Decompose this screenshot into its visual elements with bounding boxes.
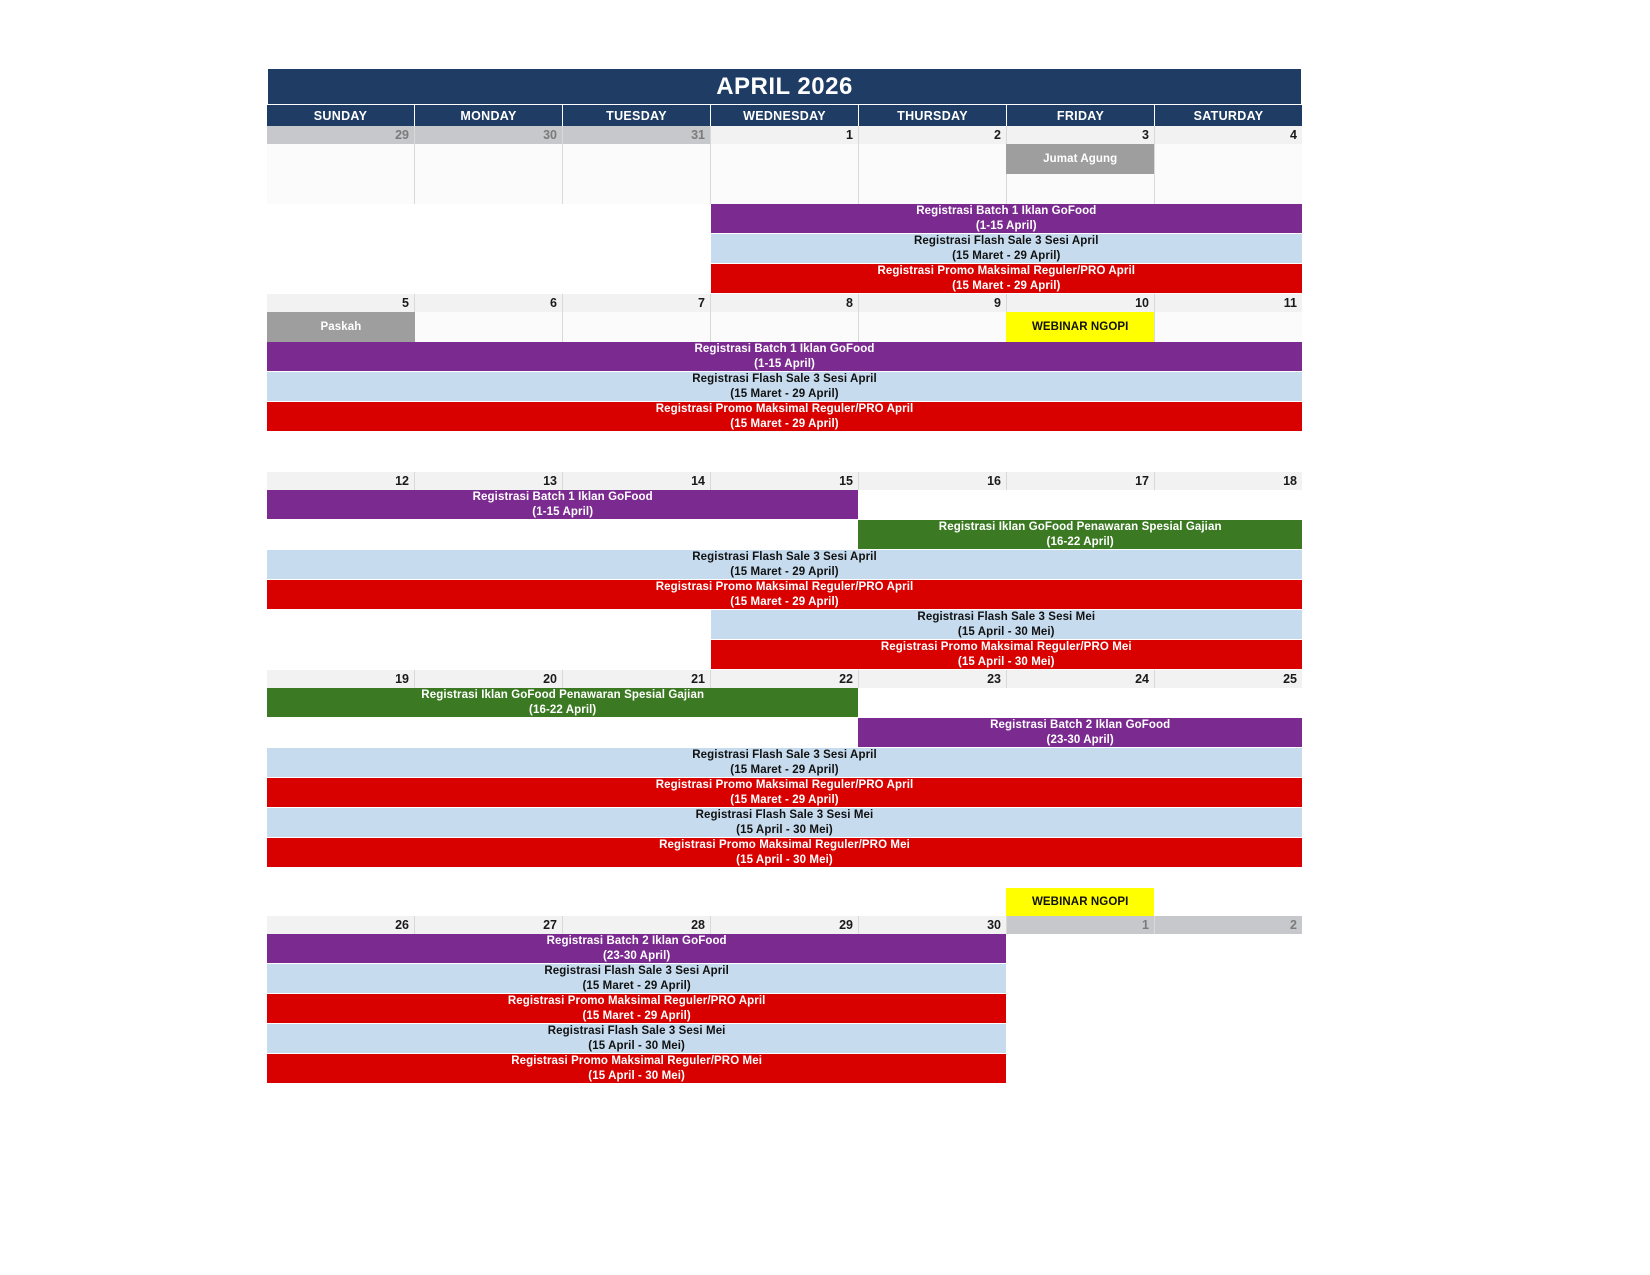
event-row <box>267 342 1302 371</box>
event-daterange: (15 Maret - 29 April) <box>730 417 839 430</box>
event-title: Registrasi Batch 2 Iklan GoFood <box>546 935 727 948</box>
event-spacer <box>267 610 711 639</box>
event-title: Registrasi Batch 2 Iklan GoFood <box>990 719 1171 732</box>
spacer <box>267 874 1302 888</box>
day-number-row <box>267 294 1302 312</box>
event-daterange: (15 Maret - 29 April) <box>730 387 839 400</box>
day-number-row <box>267 670 1302 688</box>
event-daterange: (23-30 April) <box>1046 733 1114 746</box>
day-number-15[interactable]: 15 <box>711 472 859 490</box>
event-spacer <box>267 718 858 747</box>
event-row <box>267 580 1302 609</box>
event-daterange: (15 April - 30 Mei) <box>736 853 833 866</box>
event-spacer <box>267 234 711 263</box>
event-title: WEBINAR NGOPI <box>1031 895 1129 908</box>
event-row <box>267 234 1302 263</box>
event-row <box>267 1054 1302 1083</box>
event-jumat-agung[interactable] <box>1006 144 1154 174</box>
event-row <box>267 838 1302 867</box>
day-number-28[interactable]: 28 <box>563 916 711 934</box>
event-banner[interactable] <box>267 964 1006 993</box>
event-row <box>267 934 1302 963</box>
event-banner[interactable] <box>267 934 1006 963</box>
day-number-14[interactable]: 14 <box>563 472 711 490</box>
event-spacer <box>267 204 711 233</box>
weekday-header-tuesday: TUESDAY <box>562 105 710 126</box>
day-number-26[interactable]: 26 <box>267 916 415 934</box>
day-number-22[interactable]: 22 <box>711 670 859 688</box>
day-number-1[interactable]: 1 <box>1007 916 1155 934</box>
day-number-row <box>267 126 1302 144</box>
day-number-4[interactable]: 4 <box>1155 126 1302 144</box>
event-row <box>267 1024 1302 1053</box>
event-daterange: (15 April - 30 Mei) <box>957 625 1055 638</box>
day-number-21[interactable]: 21 <box>563 670 711 688</box>
event-title: Registrasi Flash Sale 3 Sesi April <box>544 965 729 978</box>
event-banner[interactable] <box>711 610 1302 639</box>
day-number-29[interactable]: 29 <box>711 916 859 934</box>
event-title: Registrasi Flash Sale 3 Sesi April <box>692 749 877 762</box>
event-title: Jumat Agung <box>1043 152 1118 165</box>
event-row <box>267 264 1302 293</box>
event-title: Registrasi Flash Sale 3 Sesi Mei <box>547 1025 726 1038</box>
event-row <box>267 994 1302 1023</box>
event-spacer <box>267 144 1006 174</box>
day-number-30[interactable]: 30 <box>859 916 1007 934</box>
event-row <box>267 688 1302 717</box>
day-number-18[interactable]: 18 <box>1155 472 1302 490</box>
event-daterange: (15 Maret - 29 April) <box>730 763 839 776</box>
day-number-20[interactable]: 20 <box>415 670 563 688</box>
event-row <box>267 372 1302 401</box>
event-banner[interactable] <box>858 520 1302 549</box>
event-row <box>267 888 1302 916</box>
event-title: WEBINAR NGOPI <box>1031 320 1129 333</box>
weekday-header-saturday: SATURDAY <box>1154 105 1302 126</box>
event-spacer <box>267 640 711 669</box>
event-banner[interactable] <box>711 264 1302 293</box>
event-banner[interactable] <box>267 838 1302 867</box>
event-spacer <box>267 312 1006 342</box>
event-title: Registrasi Flash Sale 3 Sesi Mei <box>695 809 874 822</box>
day-number-23[interactable]: 23 <box>859 670 1007 688</box>
event-row <box>267 640 1302 669</box>
event-spacer <box>267 520 858 549</box>
event-spacer <box>267 888 1006 916</box>
event-row <box>267 748 1302 777</box>
weekday-header-friday: FRIDAY <box>1006 105 1154 126</box>
event-row <box>267 718 1302 747</box>
event-row <box>267 490 1302 519</box>
event-banner[interactable] <box>267 372 1302 401</box>
event-banner[interactable] <box>267 778 1302 807</box>
weekday-header-thursday: THURSDAY <box>858 105 1006 126</box>
calendar-title: APRIL 2026 <box>267 68 1302 105</box>
event-banner[interactable] <box>267 748 1302 777</box>
weekday-header-sunday: SUNDAY <box>313 108 368 123</box>
day-number-27[interactable]: 27 <box>415 916 563 934</box>
day-number-row <box>267 916 1302 934</box>
day-number-3[interactable]: 3 <box>1007 126 1155 144</box>
event-banner[interactable] <box>267 808 1302 837</box>
day-number-11[interactable]: 11 <box>1155 294 1302 312</box>
event-row <box>267 144 1302 174</box>
event-daterange: (15 Maret - 29 April) <box>730 565 839 578</box>
event-title: Registrasi Batch 1 Iklan GoFood <box>916 205 1097 218</box>
event-title: Registrasi Promo Maksimal Reguler/PRO April <box>507 995 766 1008</box>
event-title: Registrasi Iklan GoFood Penawaran Spesial Gajian <box>938 521 1222 534</box>
event-daterange: (1-15 April) <box>975 219 1037 232</box>
day-number-24[interactable]: 24 <box>1007 670 1155 688</box>
event-title: Registrasi Flash Sale 3 Sesi Mei <box>917 611 1096 624</box>
event-daterange: (15 April - 30 Mei) <box>588 1069 685 1082</box>
day-number-12[interactable]: 12 <box>267 472 415 490</box>
calendar-week-2 <box>267 294 1302 472</box>
day-number-30[interactable]: 30 <box>415 126 563 144</box>
event-banner[interactable] <box>267 550 1302 579</box>
event-title: Registrasi Promo Maksimal Reguler/PRO April <box>655 779 914 792</box>
day-number-25[interactable]: 25 <box>1155 670 1302 688</box>
calendar-weeks <box>267 126 1302 1084</box>
event-banner[interactable] <box>267 688 858 717</box>
event-banner[interactable] <box>267 402 1302 431</box>
event-daterange: (15 April - 30 Mei) <box>957 655 1055 668</box>
event-row <box>267 778 1302 807</box>
event-banner[interactable] <box>711 640 1302 669</box>
event-row <box>267 550 1302 579</box>
event-daterange: (15 Maret - 29 April) <box>952 249 1061 262</box>
event-daterange: (15 April - 30 Mei) <box>588 1039 685 1052</box>
event-daterange: (16-22 April) <box>529 703 597 716</box>
day-number-9[interactable]: 9 <box>859 294 1007 312</box>
event-title: Registrasi Promo Maksimal Reguler/PRO April <box>655 581 914 594</box>
day-number-16[interactable]: 16 <box>859 472 1007 490</box>
event-row <box>267 204 1302 233</box>
event-row <box>267 964 1302 993</box>
weekday-header-wednesday: WEDNESDAY <box>710 105 858 126</box>
event-row <box>267 520 1302 549</box>
calendar-week-4 <box>267 670 1302 874</box>
event-row <box>267 402 1302 431</box>
event-daterange: (23-30 April) <box>602 949 671 962</box>
event-title: Registrasi Promo Maksimal Reguler/PRO Mei <box>511 1055 763 1068</box>
day-number-2[interactable]: 2 <box>859 126 1007 144</box>
event-title: Registrasi Promo Maksimal Reguler/PRO April <box>655 403 914 416</box>
day-number-row <box>267 472 1302 490</box>
event-banner[interactable] <box>267 342 1302 371</box>
event-title: Registrasi Iklan GoFood Penawaran Spesial Gajian <box>421 689 705 702</box>
day-number-17[interactable]: 17 <box>1007 472 1155 490</box>
event-title: Paskah <box>320 320 362 333</box>
day-number-6[interactable]: 6 <box>415 294 563 312</box>
event-title: Registrasi Flash Sale 3 Sesi April <box>914 235 1099 248</box>
event-title: Registrasi Promo Maksimal Reguler/PRO Mei <box>659 839 910 852</box>
event-spacer <box>267 264 711 293</box>
event-webinar-ngopi[interactable] <box>1006 888 1154 916</box>
event-row <box>267 312 1302 342</box>
day-number-7[interactable]: 7 <box>563 294 711 312</box>
event-title: Registrasi Flash Sale 3 Sesi April <box>692 551 877 564</box>
event-title: Registrasi Batch 1 Iklan GoFood <box>472 491 653 504</box>
event-title: Registrasi Promo Maksimal Reguler/PRO Mei <box>880 641 1132 654</box>
event-daterange: (15 Maret - 29 April) <box>582 979 691 992</box>
event-daterange: (15 Maret - 29 April) <box>952 279 1061 292</box>
day-number-1[interactable]: 1 <box>711 126 859 144</box>
event-daterange: (15 Maret - 29 April) <box>730 793 839 806</box>
event-banner[interactable] <box>267 1054 1006 1083</box>
day-number-8[interactable]: 8 <box>711 294 859 312</box>
day-number-5[interactable]: 5 <box>267 294 415 312</box>
event-banner[interactable] <box>858 718 1302 747</box>
event-daterange: (1-15 April) <box>532 505 594 518</box>
event-banner[interactable] <box>711 234 1302 263</box>
calendar-week-1 <box>267 126 1302 294</box>
day-number-10[interactable]: 10 <box>1007 294 1155 312</box>
event-title: Registrasi Batch 1 Iklan GoFood <box>694 343 875 356</box>
event-daterange: (15 Maret - 29 April) <box>730 595 839 608</box>
day-number-29[interactable]: 29 <box>267 126 415 144</box>
calendar <box>267 68 1302 1084</box>
weekday-header-row <box>267 105 1302 126</box>
event-title: Registrasi Promo Maksimal Reguler/PRO April <box>877 265 1136 278</box>
event-webinar-ngopi[interactable] <box>1006 312 1154 342</box>
event-daterange: (15 April - 30 Mei) <box>736 823 833 836</box>
day-number-13[interactable]: 13 <box>415 472 563 490</box>
weekday-header-monday: MONDAY <box>414 105 562 126</box>
event-daterange: (15 Maret - 29 April) <box>582 1009 691 1022</box>
event-title: Registrasi Flash Sale 3 Sesi April <box>692 373 877 386</box>
event-banner[interactable] <box>267 1024 1006 1053</box>
event-row <box>267 808 1302 837</box>
event-banner[interactable] <box>267 994 1006 1023</box>
divider <box>267 1083 1302 1084</box>
event-banner[interactable] <box>267 580 1302 609</box>
day-number-19[interactable]: 19 <box>267 670 415 688</box>
event-banner[interactable] <box>711 204 1302 233</box>
event-daterange: (16-22 April) <box>1046 535 1114 548</box>
day-number-2[interactable]: 2 <box>1155 916 1302 934</box>
week-spacer <box>267 432 1302 472</box>
event-row <box>267 610 1302 639</box>
day-number-31[interactable]: 31 <box>563 126 711 144</box>
event-banner[interactable] <box>267 490 858 519</box>
calendar-week-3 <box>267 472 1302 670</box>
calendar-week-5 <box>267 874 1302 1084</box>
event-daterange: (1-15 April) <box>754 357 815 370</box>
